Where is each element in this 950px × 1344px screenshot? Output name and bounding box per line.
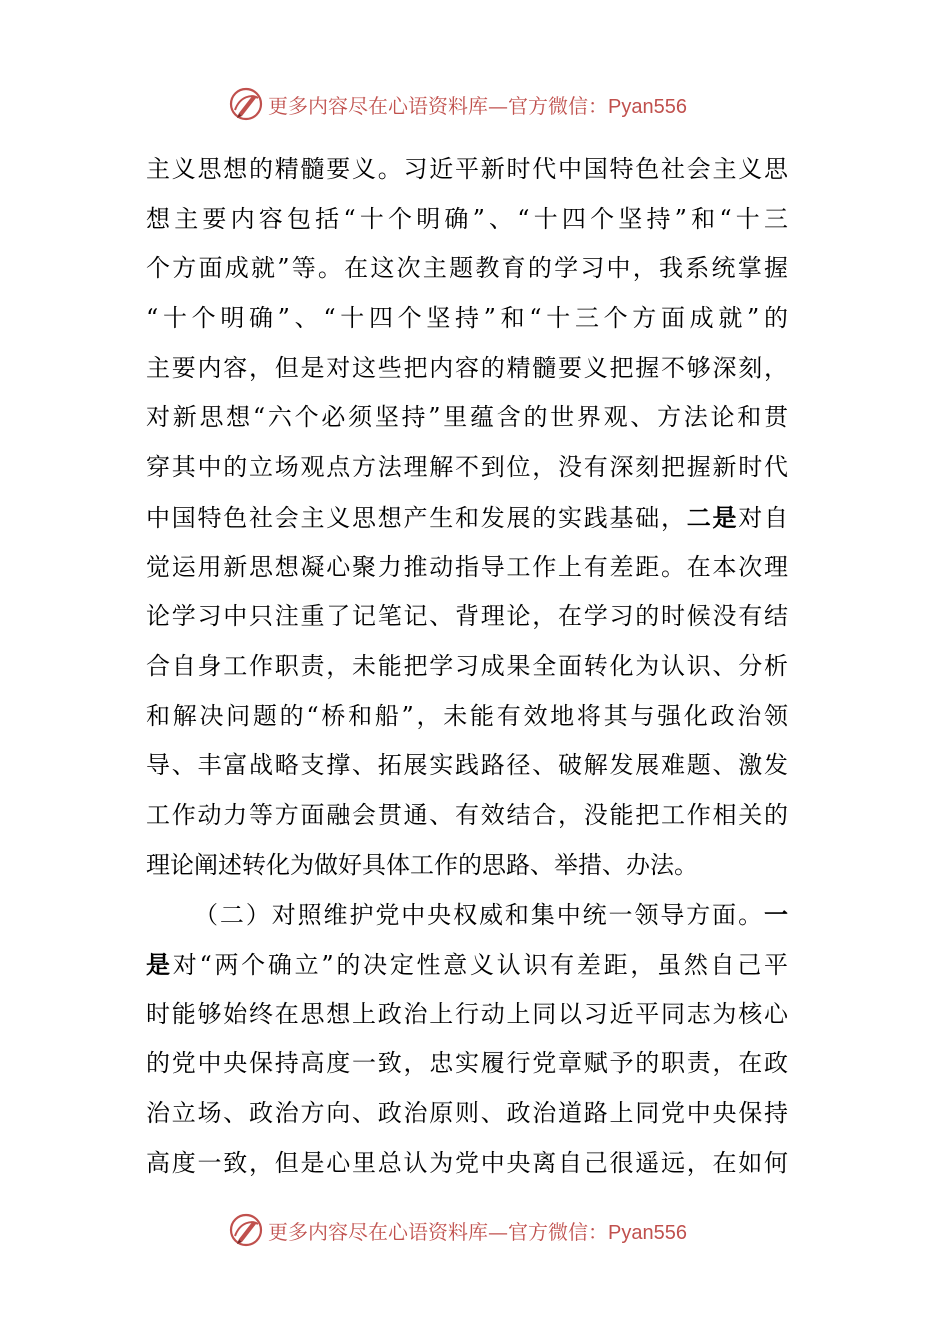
paragraph-line: 是对“两个确立”的决定性意义认识有差距，虽然自己平	[146, 950, 788, 979]
paragraph-line: “十个明确”、“十四个坚持”和“十三个方面成就”的	[146, 304, 788, 333]
paragraph-line: 个方面成就”等。在这次主题教育的学习中，我系统掌握	[146, 254, 788, 283]
paragraph-line: 想主要内容包括“十个明确”、“十四个坚持”和“十三	[146, 204, 788, 233]
pen-logo-icon	[228, 1212, 264, 1248]
paragraph-line: 论学习中只注重了记笔记、背理论，在学习的时候没有结	[146, 602, 788, 631]
pen-logo-icon	[228, 86, 264, 122]
paragraph-line: （二）对照维护党中央权威和集中统一领导方面。一	[194, 900, 788, 930]
bold-emphasis: 一	[764, 900, 788, 930]
paragraph-line: 理论阐述转化为做好具体工作的思路、举措、办法。	[146, 850, 698, 879]
body-text	[146, 145, 788, 1188]
paragraph-line: 和解决问题的“桥和船”，未能有效地将其与强化政治领	[146, 701, 788, 730]
paragraph-line: 对新思想“六个必须坚持”里蕴含的世界观、方法论和贯	[146, 403, 788, 432]
paragraph-line: 时能够始终在思想上政治上行动上同以习近平同志为核心	[146, 999, 788, 1028]
paragraph-line: 合自身工作职责，未能把学习成果全面转化为认识、分析	[146, 651, 788, 680]
bold-emphasis: 是	[146, 950, 173, 979]
banner-site-text: 更多内容尽在心语资料库—官方微信：Pyan556	[268, 1219, 687, 1244]
bold-emphasis: 二是	[686, 502, 739, 532]
paragraph-line: 导、丰富战略支撑、拓展实践路径、破解发展难题、激发	[146, 751, 788, 780]
paragraph-line: 主义思想的精髓要义。习近平新时代中国特色社会主义思	[146, 155, 788, 183]
paragraph-line: 高度一致，但是心里总认为党中央离自己很遥远，在如何	[146, 1148, 788, 1177]
paragraph-line: 的党中央保持高度一致，忠实履行党章赋予的职责，在政	[146, 1049, 788, 1078]
paragraph-line: 穿其中的立场观点方法理解不到位，没有深刻把握新时代	[146, 453, 788, 482]
paragraph-line: 觉运用新思想凝心聚力推动指导工作上有差距。在本次理	[146, 552, 788, 581]
footer-banner	[228, 1210, 728, 1250]
paragraph-line: 工作动力等方面融会贯通、有效结合，没能把工作相关的	[146, 800, 788, 829]
banner-site-text: 更多内容尽在心语资料库—官方微信：Pyan556	[268, 93, 687, 118]
paragraph-line: 治立场、政治方向、政治原则、政治道路上同党中央保持	[146, 1099, 788, 1128]
header-banner	[228, 84, 728, 124]
paragraph-line: 主要内容，但是对这些把内容的精髓要义把握不够深刻，	[146, 353, 788, 382]
paragraph-line: 中国特色社会主义思想产生和发展的实践基础，二是对自	[146, 502, 788, 532]
